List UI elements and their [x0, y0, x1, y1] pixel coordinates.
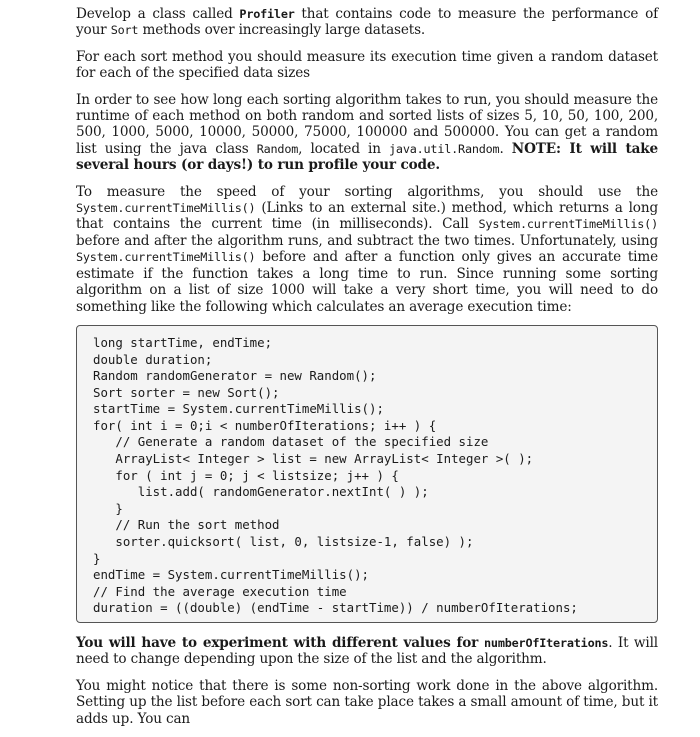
- code-line: for ( int j = 0; j < listsize; j++ ) {: [93, 467, 399, 483]
- package-code: java.util.Random: [389, 141, 500, 156]
- code-line: list.add( randomGenerator.nextInt( ) );: [93, 484, 429, 500]
- code-line: Sort sorter = new Sort();: [93, 384, 280, 400]
- iterations-var-code: numberOfIterations: [484, 636, 609, 650]
- class-name-code: Profiler: [239, 7, 295, 21]
- code-line: ArrayList< Integer > list = new ArrayList< Integer >( );: [93, 451, 534, 467]
- code-line: sorter.quicksort( list, 0, listsize-1, false) );: [93, 534, 474, 550]
- code-line: }: [93, 500, 123, 516]
- measure-paragraph: For each sort method you should measure its execution time given a random dataset for each of the specified data sizes: [76, 48, 658, 82]
- code-block: [76, 325, 658, 623]
- document-page: [76, 6, 658, 737]
- code-line: }: [93, 550, 101, 566]
- overhead-paragraph: You might notice that there is some non-sorting work done in the above algorithm. Setting up the list before each sort can take place takes a small amount of time, but it adds up. You can: [76, 677, 658, 727]
- intro-paragraph: Develop a class called Profiler that contains code to measure the performance of your Sort methods over increasingly large datasets.: [76, 6, 658, 39]
- note-text: NOTE: It will take several hours (or days!) to run profile your code.: [76, 140, 659, 174]
- method-code-2: System.currentTimeMillis(): [478, 217, 658, 232]
- code-line: endTime = System.currentTimeMillis();: [93, 567, 370, 583]
- code-line: startTime = System.currentTimeMillis();: [93, 401, 384, 417]
- method-code-1: System.currentTimeMillis(): [76, 201, 256, 216]
- timing-paragraph: To measure the speed of your sorting algorithms, you should use the System.currentTimeMillis() (Links to an external site.) method, which returns a long that contains the current time (in milliseconds). Call System.currentTimeMillis() before and after the algorithm runs, and subtract the two times. Unfortunately, using System.currentTimeMillis() before and after a function only gives an accurate time estimate if the function takes a long time to run. Since running some sorting algorithm on a list of size 1000 will take a very short time, you will need to do something like the following which calculates an average execution time:: [76, 183, 658, 315]
- code-line: double duration;: [93, 351, 213, 367]
- code-line: for( int i = 0;i < numberOfIterations; i++ ) {: [93, 417, 437, 433]
- code-line: Random randomGenerator = new Random();: [93, 368, 377, 384]
- code-line: // Generate a random dataset of the specified size: [93, 434, 489, 450]
- random-class-code: Random: [256, 141, 299, 156]
- runtime-paragraph: In order to see how long each sorting algorithm takes to run, you should measure the runtime of each method on both random and sorted lists of sizes 5, 10, 50, 100, 200, 500, 1000, 5000, 10000, 50000, 75000, 100000 and 500000. You can get a random list using the java class Random, located in java.util.Random. NOTE: It will take several hours (or days!) to run profile your code.: [76, 91, 659, 174]
- code-line: // Run the sort method: [93, 517, 280, 533]
- sort-code: Sort: [110, 23, 139, 38]
- experiment-paragraph: You will have to experiment with different values for numberOfIterations. It will need to change depending upon the size of the list and the algorithm.: [76, 635, 659, 668]
- code-line: // Find the average execution time: [93, 583, 347, 599]
- code-line: long startTime, endTime;: [93, 334, 273, 350]
- method-code-3: System.currentTimeMillis(): [76, 250, 256, 265]
- code-line: duration = ((double) (endTime - startTime)) / numberOfIterations;: [93, 600, 578, 616]
